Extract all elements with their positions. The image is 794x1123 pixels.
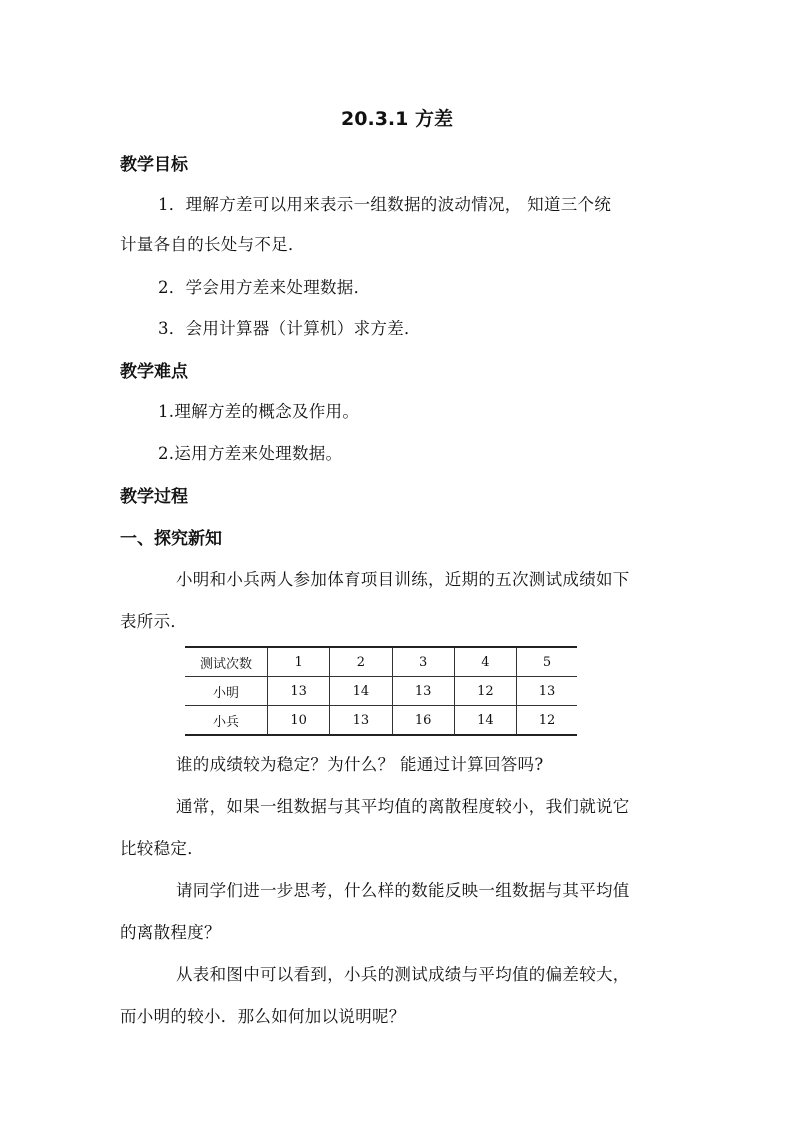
table-cell: 测试次数 [185, 647, 268, 677]
table-cell: 小兵 [185, 706, 268, 736]
question-1: 谁的成绩较为稳定？为什么？ 能通过计算回答吗? [176, 755, 544, 774]
goal-2: 2．学会用方差来处理数据． [158, 278, 371, 297]
scores-table [185, 646, 577, 736]
goal-3: 3．会用计算器（计算机）求方差． [158, 319, 421, 338]
table-cell: 13 [268, 677, 330, 706]
paragraph-2-line-2: 比较稳定． [120, 839, 204, 858]
table-cell: 14 [454, 706, 516, 736]
paragraph-1-line-2: 表所示． [120, 612, 188, 631]
table-row [185, 677, 577, 706]
table-cell: 13 [517, 677, 578, 706]
paragraph-1-line-1: 小明和小兵两人参加体育项目训练，近期的五次测试成绩如下 [176, 570, 630, 589]
difficulty-1: 1.理解方差的概念及作用。 [158, 402, 360, 421]
page-title: 20.3.1 方差 [341, 108, 453, 130]
table-cell: 10 [268, 706, 330, 736]
paragraph-3-line-2: 的离散程度？ [120, 923, 221, 942]
goal-1-line-2: 计量各自的长处与不足． [120, 235, 305, 254]
paragraph-4-line-1: 从表和图中可以看到，小兵的测试成绩与平均值的偏差较大， [176, 965, 630, 984]
table-cell: 13 [330, 706, 392, 736]
table-cell: 5 [517, 647, 578, 677]
paragraph-2-line-1: 通常，如果一组数据与其平均值的离散程度较小，我们就说它 [176, 797, 630, 816]
difficulty-2: 2.运用方差来处理数据。 [158, 444, 343, 463]
table-cell: 4 [454, 647, 516, 677]
difficulty-heading: 教学难点 [120, 362, 188, 382]
part-1-heading: 一、探究新知 [120, 529, 222, 549]
table-cell: 13 [392, 677, 454, 706]
table-cell: 14 [330, 677, 392, 706]
table-cell: 3 [392, 647, 454, 677]
goals-heading: 教学目标 [120, 155, 188, 175]
paragraph-3-line-1: 请同学们进一步思考，什么样的数能反映一组数据与其平均值 [176, 881, 630, 900]
process-heading: 教学过程 [120, 487, 188, 507]
table-header-row [185, 647, 577, 677]
paragraph-4-line-2: 而小明的较小．那么如何加以说明呢？ [120, 1007, 406, 1026]
table-cell: 1 [268, 647, 330, 677]
table-cell: 2 [330, 647, 392, 677]
table-cell: 12 [517, 706, 578, 736]
table-row [185, 706, 577, 736]
table-cell: 12 [454, 677, 516, 706]
table-cell: 16 [392, 706, 454, 736]
goal-1-line-1: 1．理解方差可以用来表示一组数据的波动情况， 知道三个统 [158, 195, 612, 214]
table-cell: 小明 [185, 677, 268, 706]
